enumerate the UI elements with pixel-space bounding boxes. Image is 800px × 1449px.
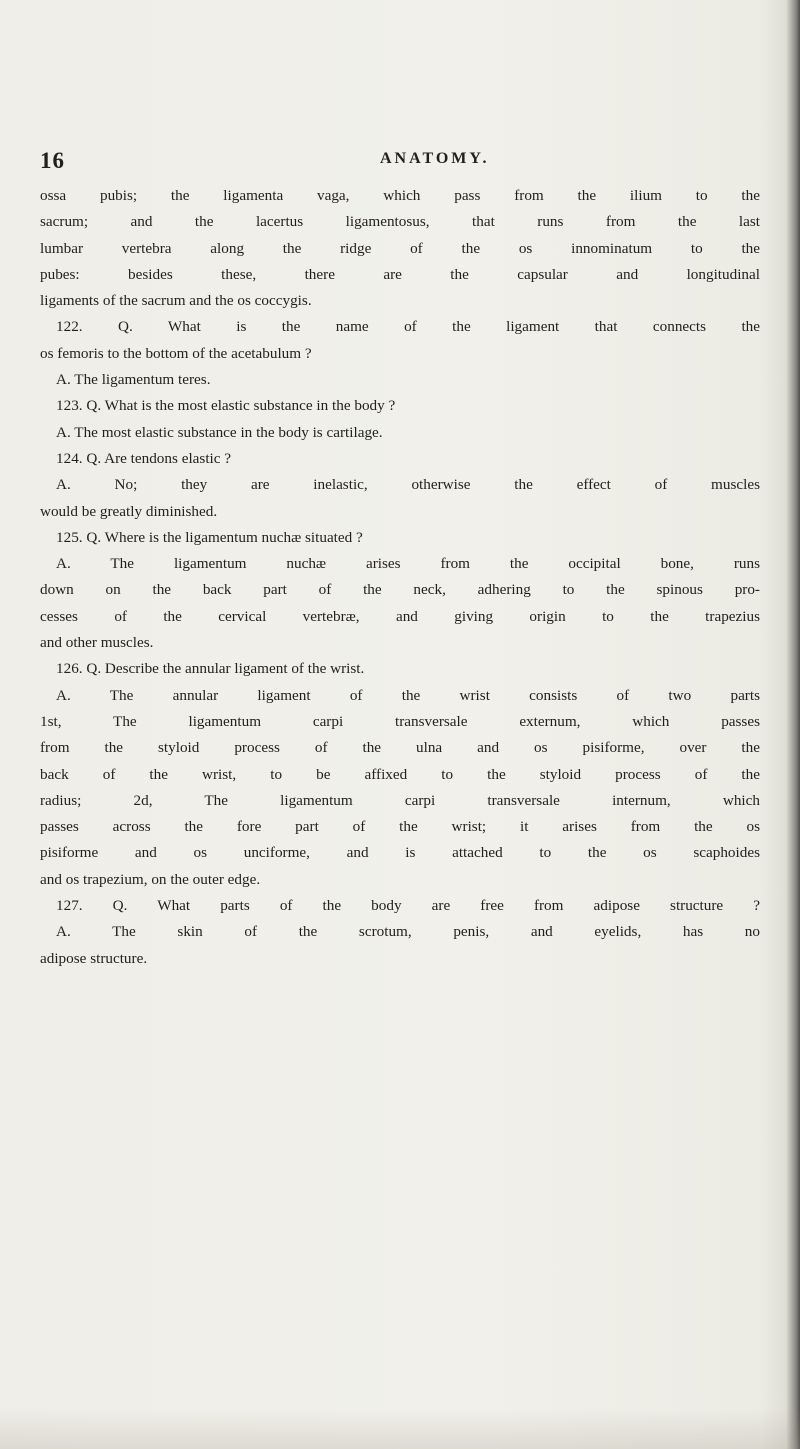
page-bottom-shadow: [0, 1409, 800, 1449]
text-line: 125. Q. Where is the ligamentum nuchæ situated ?: [56, 528, 363, 546]
text-line: radius; 2d, The ligamentum carpi transversale internum, which: [40, 791, 760, 809]
text-line: A. The annular ligament of the wrist consists of two parts: [56, 686, 760, 704]
text-line: sacrum; and the lacertus ligamentosus, that runs from the last: [40, 213, 760, 231]
text-line: A. The skin of the scrotum, penis, and eyelids, has no: [56, 923, 760, 941]
page-number: 16: [40, 148, 65, 173]
text-line: down on the back part of the neck, adhering to the spinous pro-: [40, 581, 760, 599]
text-line: ossa pubis; the ligamenta vaga, which pass from the ilium to the: [40, 187, 760, 204]
text-line: A. No; they are inelastic, otherwise the effect of muscles: [56, 476, 760, 494]
text-line: 1st, The ligamentum carpi transversale externum, which passes: [40, 712, 760, 730]
text-line: back of the wrist, to be affixed to the styloid process of the: [40, 765, 760, 783]
text-line: and other muscles.: [40, 634, 154, 652]
text-line: 126. Q. Describe the annular ligament of the wrist.: [56, 660, 365, 678]
text-line: os femoris to the bottom of the acetabulum ?: [40, 344, 312, 362]
text-line: pubes: besides these, there are the capsular and longitudinal: [40, 265, 760, 283]
text-line: lumbar vertebra along the ridge of the os innominatum to the: [40, 239, 760, 257]
body-text: [40, 183, 760, 972]
text-line: 124. Q. Are tendons elastic ?: [56, 449, 232, 467]
page-edge-shadow: [786, 0, 800, 1449]
text-line: A. The ligamentum nuchæ arises from the occipital bone, runs: [56, 555, 760, 573]
text-line: 127. Q. What parts of the body are free from adipose structure ?: [56, 897, 760, 915]
text-line: and os trapezium, on the outer edge.: [40, 870, 261, 888]
text-line: 122. Q. What is the name of the ligament that connects the: [56, 318, 760, 336]
text-line: ligaments of the sacrum and the os coccygis.: [40, 292, 312, 310]
text-line: pisiforme and os unciforme, and is attached to the os scaphoides: [40, 844, 760, 862]
text-line: would be greatly diminished.: [40, 502, 218, 520]
text-line: cesses of the cervical vertebræ, and giving origin to the trapezius: [40, 607, 760, 625]
text-line: 123. Q. What is the most elastic substance in the body ?: [56, 397, 396, 415]
text-line: adipose structure.: [40, 949, 148, 967]
text-line: A. The ligamentum teres.: [56, 371, 211, 389]
running-head: ANATOMY.: [380, 150, 490, 167]
text-line: A. The most elastic substance in the body is cartilage.: [56, 423, 383, 441]
page-header: [40, 148, 760, 178]
text-line: from the styloid process of the ulna and os pisiforme, over the: [40, 739, 760, 757]
text-line: passes across the fore part of the wrist; it arises from the os: [40, 818, 760, 836]
